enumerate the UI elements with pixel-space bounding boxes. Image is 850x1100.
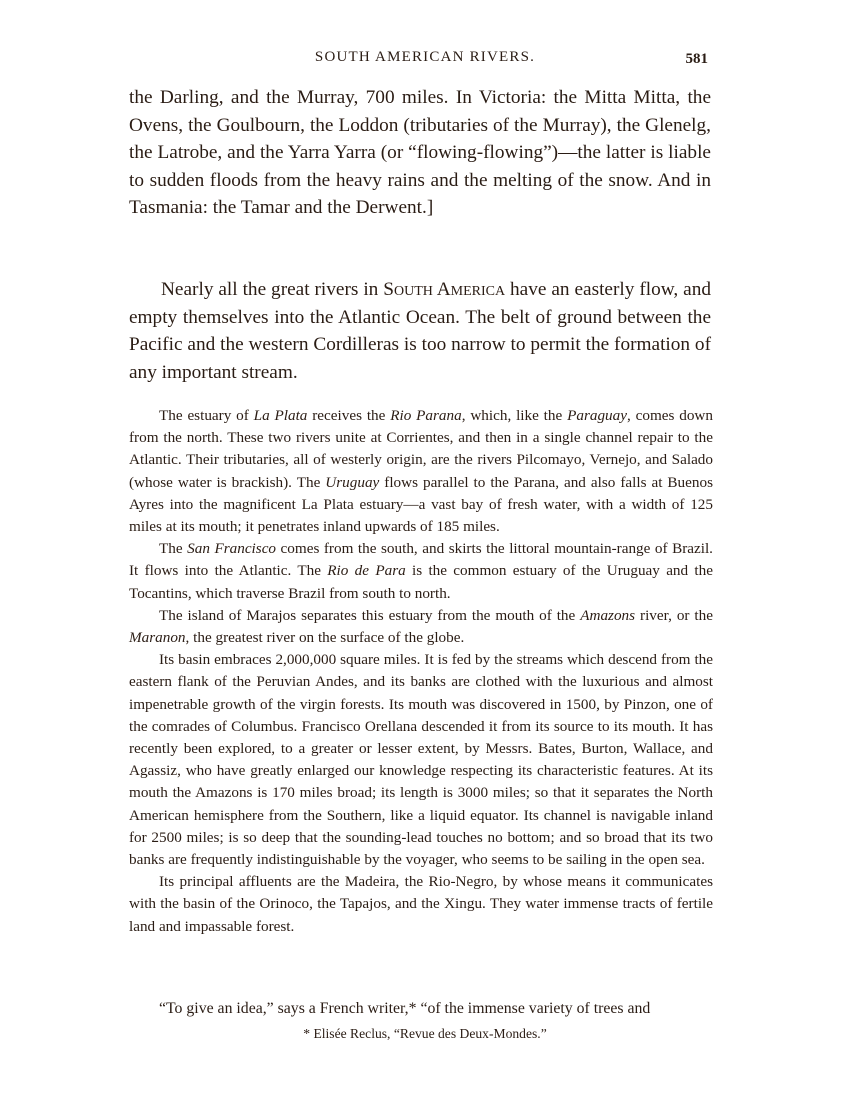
italic-name: Rio de Para	[327, 562, 406, 580]
paragraph-affluents: Its principal affluents are the Madeira, the Rio-Negro, by whose means it communicates with the basin of the Orinoco, the Tapajos, and the Xingu. They water immense tracts of fertile land and impassable forest.	[129, 873, 713, 935]
italic-name: San Francisco	[187, 540, 277, 558]
footnote-text: * Elisée Reclus, “Revue des Deux-Mondes.”	[303, 1026, 547, 1041]
running-title: SOUTH AMERICAN RIVERS.	[314, 49, 536, 65]
quote-paragraph	[129, 997, 713, 1021]
text-run: flows parallel to the Parana, and also falls at Buenos Ayres into the magnificent La Plata estuary—a vast bay of fresh water, with a width of 125 miles at its mouth; it penetrates inland upwards of 185 miles.	[129, 473, 713, 536]
paragraph-marajos	[129, 605, 713, 649]
text-run: The island of Marajos separates this estuary from the mouth of the	[159, 606, 581, 624]
intro-text-after: have an easterly flow, and empty themselves into the Atlantic Ocean. The belt of ground between the Pacific and the western Cordilleras is too narrow to permit the formation of any important stream.	[129, 279, 711, 383]
intro-smallcaps: South America	[383, 279, 506, 300]
italic-name: Maranon	[129, 629, 186, 647]
text-run: , the greatest river on the surface of the globe.	[185, 629, 465, 647]
small-print-section	[129, 405, 713, 938]
text-run: receives the	[307, 407, 391, 424]
paragraph-amazon-basin: Its basin embraces 2,000,000 square miles. It is fed by the streams which descend from the eastern flank of the Peruvian Andes, and its banks are clothed with the luxurious and almost impenetrable growth of the virgin forests. Its mouth was discovered in 1500, by Pinzon, one of the comrades of Columbus. Francisco Orellana descended it from its source to its mouth. It has recently been explored, to a greater or lesser extent, by Messrs. Bates, Burton, Wallace, and Agassiz, who have greatly enlarged our knowledge respecting its characteristic features. At its mouth the Amazons is 170 miles broad; its length is 3000 miles; so that it separates the North American hemisphere from the Southern, like a liquid equator. Its channel is navigable inland for 2500 miles; is so deep that the sounding-lead touches no bottom; and so broad that its two banks are frequently indistinguishable by the voyager, who seems to be sailing in the open sea.	[129, 651, 713, 869]
text-run: The	[159, 540, 188, 558]
continuation-text: the Darling, and the Murray, 700 miles. In Victoria: the Mitta Mitta, the Ovens, the Goulbourn, the Loddon (tributaries of the Murray), the Glenelg, the Latrobe, and the Yarra Yarra (or “flowing-flowing”)—the latter is liable to sudden floods from the heavy rains and the melting of the snow. And in Tasmania: the Tamar and the Derwent.]	[129, 87, 711, 219]
text-run: river, or the	[635, 606, 713, 624]
continuation-paragraph	[129, 84, 711, 222]
text-run: comes from the south, and skirts the littoral mountain-range of Brazil. It flows into the Atlantic. The	[129, 540, 713, 580]
intro-paragraph	[129, 276, 711, 386]
running-head	[0, 49, 850, 73]
italic-name: La Plata	[253, 407, 308, 424]
italic-name: Paraguay	[567, 407, 627, 424]
text-run: , which, like the	[461, 407, 568, 424]
quote-text: “To give an idea,” says a French writer,* “of the immense variety of trees and	[159, 1000, 651, 1017]
text-run: is the common estuary of the Uruguay and the Tocantins, which traverse Brazil from south to north.	[129, 562, 713, 602]
italic-name: Amazons	[580, 606, 636, 624]
paragraph-san-francisco	[129, 538, 713, 605]
footnote	[0, 1026, 850, 1042]
paragraph-la-plata	[129, 405, 713, 538]
intro-text-before: Nearly all the great rivers in	[161, 279, 384, 300]
text-run: The estuary of	[159, 407, 254, 424]
page-number: 581	[685, 51, 708, 67]
italic-name: Rio Parana	[390, 407, 462, 424]
italic-name: Uruguay	[325, 473, 380, 491]
text-run: , comes down from the north. These two rivers unite at Corrientes, and then in a single channel repair to the Atlantic. Their tributaries, all of westerly origin, are the rivers Pilcomayo, Vernejo, and Salado (whose water is brackish). The	[129, 407, 713, 491]
